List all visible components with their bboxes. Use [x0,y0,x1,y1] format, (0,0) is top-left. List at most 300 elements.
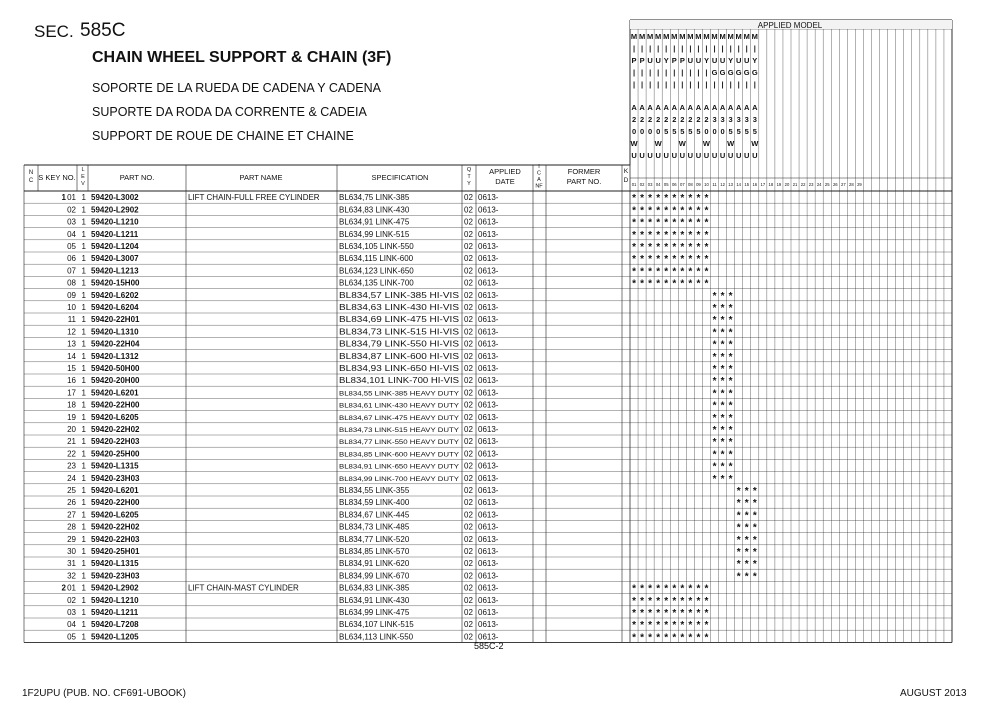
applicability-mark: * [632,583,636,595]
applicability-mark: * [744,534,749,546]
applicability-mark: * [728,303,733,314]
applicability-mark: * [656,242,661,253]
model-column-number: 28 [849,182,854,187]
quantity: 02 [464,486,473,495]
applicability-mark: * [704,205,709,217]
quantity: 02 [464,327,473,337]
applicability-mark: * [640,278,645,290]
applicability-mark: * [640,608,645,619]
part-number: 59420-L1312 [91,351,139,361]
part-number: 59420-23H03 [91,473,140,483]
model-code-char: A [671,103,677,112]
applicability-mark: * [720,437,725,449]
applicability-mark: * [744,510,749,522]
page-number: 585C-2 [474,641,504,651]
specification: BL834,55 LINK-355 [339,486,410,495]
specification: BL634,135 LINK-700 [339,278,414,288]
applicability-mark: * [696,217,701,229]
item-level: 1 [81,632,86,642]
item-level: 1 [81,534,86,544]
applicability-mark: * [752,547,757,558]
model-column-number: 06 [671,182,677,187]
applicability-mark: * [736,498,741,510]
applied-date: 0613- [478,376,499,386]
applicability-mark: * [728,364,733,375]
model-code-char: U [687,151,694,160]
item-sub-number: 06 [67,254,76,264]
applicability-mark: * [704,242,709,253]
specification: BL834,73 LINK-515 HI-VIS [339,327,459,337]
model-code-char: U [744,56,750,65]
specification: BL834,79 LINK-550 HI-VIS [339,339,459,349]
applicability-mark: * [640,595,645,607]
model-code-char: | [697,68,700,77]
applied-date: 0613- [478,254,499,264]
model-code-char: | [673,80,676,89]
model-column-number: 02 [639,182,645,187]
applicability-mark: * [664,254,669,266]
applicability-mark: * [752,559,757,571]
model-code-char: G [751,68,758,77]
applicability-mark: * [720,461,725,473]
item-level: 1 [81,461,86,471]
item-sub-number: 22 [67,449,76,459]
model-code-char: | [673,44,676,53]
applicability-mark: * [680,217,685,229]
model-code-char: Y [663,56,669,65]
model-code-char: A [711,103,718,112]
model-code-char: M [711,32,718,41]
applicability-mark: * [704,278,709,290]
specification: BL834,85 LINK-600 HEAVY DUTY [339,451,460,459]
item-sub-number: 05 [67,242,76,251]
specification: BL834,91 LINK-620 [339,559,410,569]
quantity: 02 [464,193,473,203]
model-column-number: 03 [647,182,653,187]
applicability-mark: * [680,608,685,619]
model-code-char: | [665,44,668,53]
header-qty: Q [466,167,472,173]
model-code-char: | [657,44,660,53]
model-column-number: 25 [824,182,830,187]
quantity: 02 [464,205,473,215]
part-name: LIFT CHAIN-FULL FREE CYLINDER [188,193,320,203]
applicability-mark: * [688,595,693,607]
model-code-char: A [679,103,686,112]
item-sub-number: 19 [67,412,76,422]
item-level: 1 [81,486,86,495]
applicability-mark: * [752,510,757,522]
model-code-char: 5 [696,127,701,136]
model-code-char: | [729,80,732,89]
specification: BL834,93 LINK-650 HI-VIS [339,364,459,373]
applicability-mark: * [664,266,669,278]
applicability-mark: * [688,583,693,595]
applicability-mark: * [704,583,709,595]
applicability-mark: * [688,254,693,266]
applicability-mark: * [648,583,653,595]
section-code: 585C [80,20,126,41]
applicability-mark: * [696,632,701,644]
model-code-char: W [654,139,662,148]
model-code-char: A [727,103,734,112]
applicability-mark: * [696,254,701,266]
applicability-mark: * [680,205,685,217]
part-number: 59420-L6205 [91,510,139,520]
quantity: 02 [464,583,473,593]
quantity: 02 [464,242,473,251]
model-column-number: 07 [679,182,685,187]
model-code-char: M [727,32,734,41]
quantity: 02 [464,425,473,434]
applicability-mark: * [704,632,709,644]
model-code-char: 2 [696,115,701,124]
applicability-mark: * [728,461,733,473]
model-code-char: A [735,103,742,112]
applied-date: 0613- [478,351,499,361]
model-code-char: 3 [720,115,725,124]
model-code-char: U [727,151,734,160]
model-code-char: U [663,151,669,160]
model-code-char: A [655,103,661,112]
applicability-mark: * [672,254,677,266]
item-level: 1 [81,242,86,251]
model-code-char: | [649,68,652,77]
part-number: 59420-23H03 [91,571,140,581]
quantity: 02 [464,632,473,642]
model-code-char: 0 [656,127,661,136]
item-sub-number: 20 [67,425,76,434]
applicability-mark: * [720,425,725,436]
applicability-mark: * [688,632,693,644]
quantity: 02 [464,217,473,227]
applied-date: 0613- [478,461,499,471]
item-level: 1 [81,339,86,349]
item-level: 1 [81,437,86,447]
quantity: 02 [464,522,473,532]
model-code-char: A [703,103,710,112]
applicability-mark: * [680,595,685,607]
applicability-mark: * [720,412,725,424]
model-code-char: W [727,139,735,148]
applicability-mark: * [632,229,636,241]
applicability-mark: * [728,351,733,363]
applicability-mark: * [648,193,653,205]
model-code-char: 0 [639,127,645,136]
part-number: 59420-50H00 [91,364,140,373]
part-number: 59420-L6205 [91,412,139,422]
model-code-char: | [705,80,708,89]
item-level: 1 [81,400,86,410]
applicability-mark: * [720,290,725,302]
quantity: 02 [464,278,473,288]
model-code-char: M [671,32,678,41]
model-code-char: U [735,56,742,65]
part-number: 59420-L1210 [91,217,139,227]
model-code-char: A [744,103,750,112]
applied-date: 0613- [478,522,499,532]
applicability-mark: * [672,266,677,278]
model-code-char: | [665,68,668,77]
specification: BL834,63 LINK-430 HI-VIS [339,303,459,312]
specification: BL634,107 LINK-515 [339,620,414,630]
item-level: 1 [81,266,86,276]
model-code-char: | [745,44,748,53]
applied-date: 0613- [478,278,499,288]
applied-date: 0613- [478,315,499,325]
applicability-mark: * [728,425,733,436]
quantity: 02 [464,266,473,276]
part-number: 59420-22H04 [91,339,140,349]
applicability-mark: * [656,266,661,278]
quantity: 02 [464,364,473,373]
specification: BL834,69 LINK-475 HI-VIS [339,315,459,325]
applicability-mark: * [712,449,717,461]
model-code-char: M [647,32,654,41]
item-sub-number: 18 [67,400,76,410]
specification: BL834,87 LINK-600 HI-VIS [339,351,459,361]
applicability-mark: * [752,522,757,534]
applicability-mark: * [704,266,709,278]
part-number: 59420-L2902 [91,583,139,593]
model-code-char: G [735,68,742,77]
applicability-mark: * [664,278,669,290]
applied-date: 0613- [478,473,499,483]
item-sub-number: 01 [67,583,76,593]
applied-date: 0613- [478,290,499,300]
model-code-char: U [719,56,726,65]
model-code-char: | [681,80,684,89]
applicability-mark: * [672,217,677,229]
applicability-mark: * [736,559,741,571]
specification: BL834,73 LINK-515 HEAVY DUTY [339,427,460,434]
applicability-mark: * [664,193,669,205]
model-column-number: 29 [857,182,862,187]
page-title: CHAIN WHEEL SUPPORT & CHAIN (3F) [92,49,392,66]
model-code-char: U [687,56,694,65]
quantity: 02 [464,559,473,569]
model-code-char: Y [752,56,758,65]
applicability-mark: * [656,229,661,241]
quantity: 02 [464,254,473,264]
applicability-mark: * [696,583,701,595]
applicability-mark: * [632,608,636,619]
part-number: 59420-25H00 [91,449,140,459]
item-level: 1 [81,290,86,300]
applicability-mark: * [656,583,661,595]
quantity: 02 [464,449,473,459]
applicability-mark: * [712,339,717,351]
part-number: 59420-25H01 [91,547,140,556]
applicability-mark: * [664,583,669,595]
applicability-mark: * [752,498,757,510]
applicability-mark: * [672,583,677,595]
applicability-mark: * [704,620,709,632]
applied-date: 0613- [478,583,499,593]
specification: BL834,77 LINK-520 [339,534,410,544]
applied-date: 0613- [478,229,499,239]
applicability-mark: * [712,425,717,436]
applicability-mark: * [752,571,757,583]
applicability-mark: * [648,266,653,278]
applicability-mark: * [704,254,709,266]
applicability-mark: * [664,608,669,619]
applied-date: 0613- [478,595,499,605]
model-column-number: 08 [688,182,693,187]
item-level: 1 [81,510,86,520]
header-nc: N [28,170,34,176]
model-column-number: 17 [760,182,766,187]
part-number: 59420-22H00 [91,400,140,410]
model-code-char: 5 [664,127,669,136]
applicability-mark: * [728,290,733,302]
model-column-number: 20 [784,182,790,187]
model-code-char: A [695,103,702,112]
applicability-mark: * [648,278,653,290]
applicability-mark: * [696,205,701,217]
model-column-number: 12 [720,182,725,187]
item-level: 1 [81,229,86,239]
model-code-char: | [681,44,684,53]
item-sub-number: 28 [67,522,76,532]
quantity: 02 [464,388,473,398]
item-level: 1 [81,473,86,483]
item-level: 1 [81,303,86,312]
model-code-char: U [695,151,702,160]
model-code-char: | [689,68,692,77]
applicability-mark: * [720,339,725,351]
applicability-mark: * [640,583,645,595]
model-column-number: 13 [728,182,733,187]
model-code-char: U [711,56,718,65]
part-number: 59420-L6201 [91,486,139,495]
part-number: 59420-L1211 [91,608,139,617]
applicability-mark: * [696,608,701,619]
applicability-mark: * [744,486,749,497]
applicability-mark: * [640,254,645,266]
model-code-char: 0 [648,127,653,136]
quantity: 02 [464,571,473,581]
applicability-mark: * [712,412,717,424]
model-column-number: 23 [808,182,814,187]
applicability-mark: * [688,620,693,632]
header-lev: E [81,174,85,180]
specification: BL634,83 LINK-430 [339,205,410,215]
applied-date: 0613- [478,217,499,227]
header-lev: L [81,167,85,173]
model-column-number: 09 [696,182,701,187]
model-column-number: 14 [736,182,742,187]
item-level: 1 [81,595,86,605]
header-qty: T [467,174,471,180]
specification: BL634,105 LINK-550 [339,242,414,251]
applicability-mark: * [664,595,669,607]
applicability-mark: * [640,242,645,253]
item-sub-number: 21 [67,437,76,447]
applicability-mark: * [720,449,725,461]
header-applied-date: DATE [495,177,515,186]
specification: BL834,59 LINK-400 [339,498,410,508]
model-code-char: A [639,103,645,112]
model-column-number: 16 [752,182,758,187]
model-code-char: | [689,80,692,89]
model-code-char: U [695,56,702,65]
applied-date: 0613- [478,534,499,544]
specification: BL834,99 LINK-670 [339,571,410,581]
model-code-char: U [752,151,758,160]
applicability-mark: * [672,205,677,217]
applicability-mark: * [672,278,677,290]
part-number: 59420-L6204 [91,303,139,312]
applied-date: 0613- [478,449,499,459]
applicability-mark: * [672,632,677,644]
applicability-mark: * [672,229,677,241]
applicability-mark: * [720,315,725,327]
model-code-char: M [663,32,670,41]
model-code-char: G [719,68,726,77]
model-code-char: Y [728,56,734,65]
publication-number: 1F2UPU (PUB. NO. CF691-UBOOK) [22,688,186,699]
applicability-mark: * [664,632,669,644]
model-code-char: | [729,44,732,53]
item-sub-number: 11 [67,315,76,325]
header-specification: SPECIFICATION [371,173,429,182]
quantity: 02 [464,229,473,239]
applicability-mark: * [744,547,749,558]
applicability-mark: * [688,278,693,290]
applicability-mark: * [736,486,741,497]
item-sub-number: 13 [67,339,76,349]
title-portuguese: SUPORTE DA RODA DA CORRENTE & CADEIA [92,105,367,119]
part-name: LIFT CHAIN-MAST CYLINDER [188,583,299,593]
part-number: 59420-22H03 [91,437,140,447]
model-column-number: 27 [840,182,846,187]
item-sub-number: 12 [67,327,76,337]
applicability-mark: * [752,534,757,546]
quantity: 02 [464,437,473,447]
model-code-char: A [647,103,653,112]
applied-date: 0613- [478,266,499,276]
specification: BL634,75 LINK-385 [339,193,410,203]
model-column-number: 21 [792,182,798,187]
applicability-mark: * [704,595,709,607]
applicability-mark: * [680,229,685,241]
applicability-mark: * [648,608,653,619]
model-code-char: W [702,139,711,148]
applicability-mark: * [744,498,749,510]
header-qty: Y [467,181,471,187]
specification: BL834,55 LINK-385 HEAVY DUTY [339,390,460,398]
applicability-mark: * [728,327,733,339]
applicability-mark: * [680,278,685,290]
item-level: 1 [81,571,86,581]
applicability-mark: * [736,510,741,522]
part-number: 59420-L1213 [91,266,139,276]
model-code-char: | [641,80,644,89]
model-code-char: | [737,80,740,89]
item-level: 1 [81,364,86,373]
specification: BL834,73 LINK-485 [339,522,410,532]
model-code-char: P [631,56,637,65]
applicability-mark: * [656,193,661,205]
model-code-char: 5 [680,127,685,136]
part-number: 59420-L1204 [91,242,139,251]
applicability-mark: * [656,620,661,632]
applicability-mark: * [648,254,653,266]
applicability-mark: * [632,278,636,290]
model-code-char: 5 [688,127,693,136]
applied-date: 0613- [478,571,499,581]
